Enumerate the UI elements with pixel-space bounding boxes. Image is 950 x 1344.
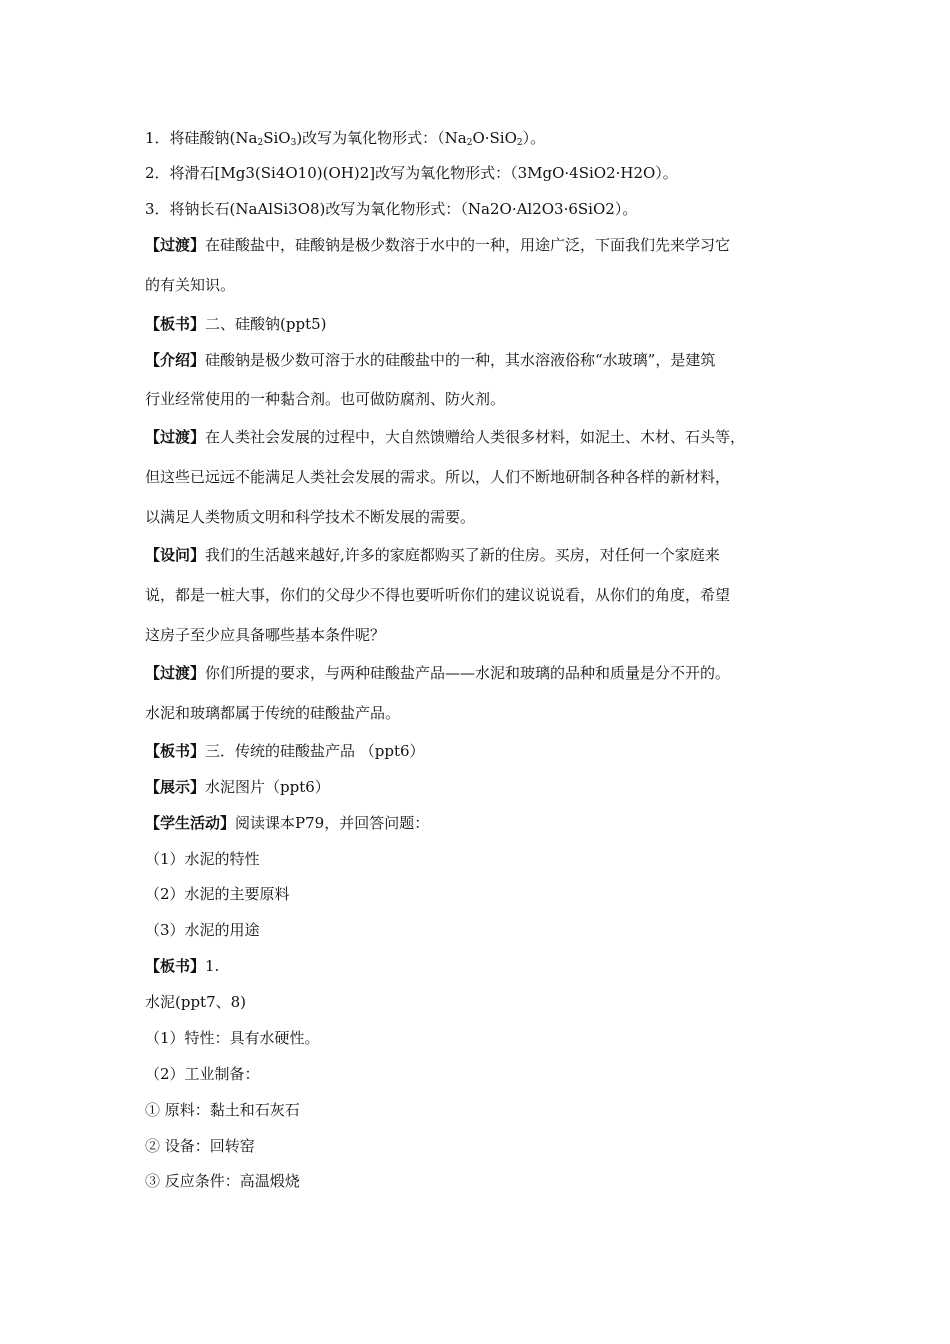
cement-property: （1）特性：具有水硬性。: [145, 1029, 320, 1047]
question-item-3: （3）水泥的用途: [145, 921, 260, 939]
paragraph-line: 说，都是一桩大事，你们的父母少不得也要听听你们的建议说说看，从你们的角度，希望: [145, 586, 731, 604]
question-item-1: （1）水泥的特性: [145, 850, 260, 868]
paragraph-line: 的有关知识。: [145, 276, 236, 294]
board-note-1: 【板书】二、硅酸钠(ppt5): [145, 315, 327, 333]
item-text: 将滑石[Mg3(Si4O10)(OH)2]改写为氧化物形式：（3MgO·4SiO2·H2O）。: [169, 164, 678, 182]
transition-paragraph-1: 【过渡】在硅酸盐中，硅酸钠是极少数溶于水中的一种，用途广泛，下面我们先来学习它: [145, 236, 731, 254]
section-tag: 【展示】: [145, 778, 206, 796]
item-number: 2．: [145, 164, 170, 182]
board-note-2: 【板书】三．传统的硅酸盐产品 （ppt6）: [145, 742, 425, 760]
cement-heading: 水泥(ppt7、8): [145, 993, 247, 1011]
raw-materials: ① 原料：黏土和石灰石: [145, 1101, 300, 1119]
exercise-item-1: 1．将硅酸钠$(Na_2SiO_3)$改写为氧化物形式：$(Na_2O\cdot SiO_2)$。: [145, 129, 546, 148]
section-tag: 【板书】: [145, 742, 206, 760]
question-item-2: （2）水泥的主要原料: [145, 885, 290, 903]
section-tag: 【介绍】: [145, 351, 206, 369]
paragraph-line: 这房子至少应具备哪些基本条件呢？: [145, 626, 386, 644]
paragraph-line: 水泥和玻璃都属于传统的硅酸盐产品。: [145, 704, 401, 722]
transition-paragraph-3: 【过渡】你们所提的要求，与两种硅酸盐产品——水泥和玻璃的品种和质量是分不开的。: [145, 664, 731, 682]
section-tag: 【过渡】: [145, 428, 206, 446]
exercise-item-3: [145, 199, 830, 219]
reaction-condition: ③ 反应条件：高温煅烧: [145, 1172, 300, 1190]
item-number: 3．: [145, 200, 170, 218]
section-tag: 【板书】: [145, 957, 206, 975]
display-note: 【展示】水泥图片（ppt6）: [145, 778, 330, 796]
section-tag: 【学生活动】: [145, 814, 236, 832]
cement-production: （2）工业制备：: [145, 1065, 260, 1083]
item-number: 1．: [145, 129, 170, 147]
student-activity: 【学生活动】阅读课本P79，并回答问题：: [145, 814, 430, 832]
paragraph-line: 以满足人类物质文明和科学技术不断发展的需要。: [145, 508, 476, 526]
section-tag: 【过渡】: [145, 664, 206, 682]
section-tag: 【过渡】: [145, 236, 206, 254]
paragraph-line: 但这些已远远不能满足人类社会发展的需求。所以，人们不断地研制各种各样的新材料，: [145, 468, 731, 486]
section-tag: 【板书】: [145, 315, 206, 333]
introduction-paragraph: 【介绍】硅酸钠是极少数可溶于水的硅酸盐中的一种，其水溶液俗称“水玻璃”，是建筑: [145, 351, 716, 369]
paragraph-line: 行业经常使用的一种黏合剂。也可做防腐剂、防火剂。: [145, 390, 506, 408]
exercise-item-2: [145, 163, 830, 183]
transition-paragraph-2: 【过渡】在人类社会发展的过程中，大自然馈赠给人类很多材料，如泥土、木材、石头等，: [145, 428, 746, 446]
item-text: 将钠长石(NaAlSi3O8)改写为氧化物形式：（Na2O·Al2O3·6SiO2）。: [169, 200, 638, 218]
question-paragraph: 【设问】我们的生活越来越好,许多的家庭都购买了新的住房。买房，对任何一个家庭来: [145, 546, 720, 564]
section-tag: 【设问】: [145, 546, 206, 564]
equipment: ② 设备：回转窑: [145, 1137, 255, 1155]
board-note-3: 【板书】1.: [145, 957, 220, 975]
